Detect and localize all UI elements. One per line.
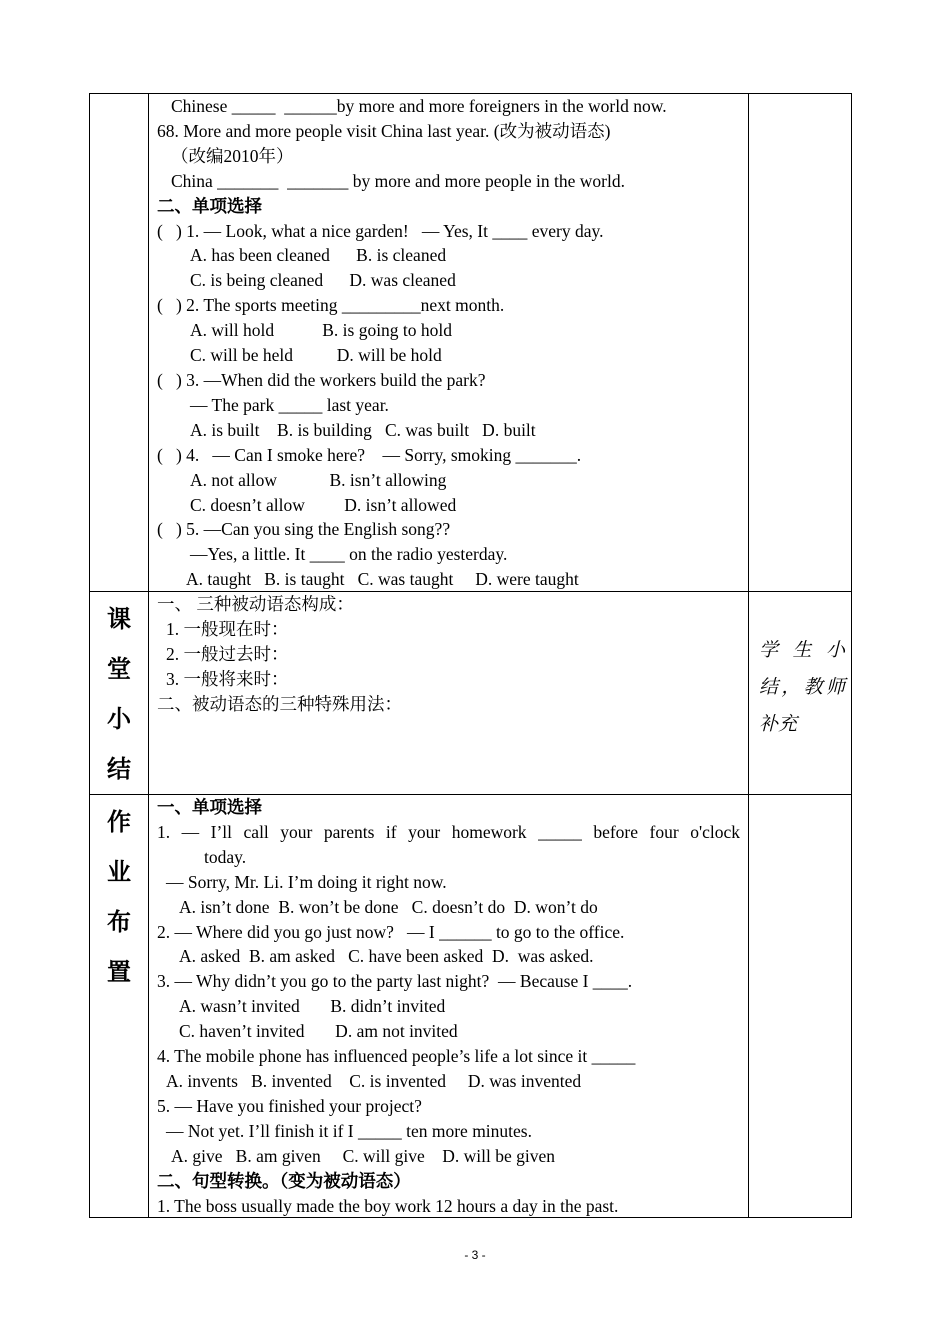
page-number: - 3 - [464, 1248, 486, 1262]
option-line: C. haven’t invited D. am not invited [179, 1021, 458, 1042]
exercise-row [90, 94, 852, 592]
option-line: C. is being cleaned D. was cleaned [190, 270, 456, 291]
row-label-cell [90, 94, 149, 592]
homework-row [90, 795, 852, 1218]
text-line: 二、被动语态的三种特殊用法： [157, 693, 402, 714]
summary-content-cell [149, 592, 749, 795]
section-heading: 一、单项选择 [157, 797, 262, 817]
option-line: A. not allow B. isn’t allowing [190, 469, 447, 490]
option-line: A. give B. am given C. will give D. will be given [171, 1145, 555, 1166]
question-line: 4. The mobile phone has influenced people’s life a lot since it _____ [157, 1046, 636, 1067]
text-line: 2. 一般过去时： [166, 643, 289, 664]
option-line: A. isn’t done B. won’t be done C. doesn’t do D. won’t do [179, 896, 598, 917]
question-line: today. [204, 846, 247, 867]
homework-label: 作 业 布 置 [107, 808, 131, 986]
text-line: 一、 三种被动语态构成： [157, 594, 354, 614]
option-line: A. wasn’t invited B. didn’t invited [179, 996, 446, 1017]
question-line: ( ) 4. — Can I smoke here? — Sorry, smoking _______. [157, 444, 582, 465]
question-line: — The park _____ last year. [190, 394, 389, 415]
option-line: C. doesn’t allow D. isn’t allowed [190, 494, 457, 515]
question-line: 1. — I’ll call your parents if your homework _____ before four o'clock [157, 821, 740, 842]
section-heading: 二、单项选择 [157, 195, 262, 216]
text-line: 1. 一般现在时： [166, 618, 289, 639]
note-cell [749, 592, 852, 795]
note-cell [749, 795, 852, 1218]
option-line: A. has been cleaned B. is cleaned [190, 245, 447, 266]
option-line: A. will hold B. is going to hold [190, 320, 453, 341]
text-line: （改编2010年） [171, 145, 294, 166]
note-cell [749, 94, 852, 592]
text-line: 3. 一般将来时： [166, 668, 289, 689]
question-line: 3. — Why didn’t you go to the party last night? — Because I ____. [157, 971, 633, 992]
exercise-content-cell [149, 94, 749, 592]
question-line: ( ) 2. The sports meeting _________next month. [157, 295, 505, 316]
option-line: A. is built B. is building C. was built D. built [190, 419, 536, 440]
text-line: China _______ _______ by more and more people in the world. [171, 170, 625, 191]
question-line: — Sorry, Mr. Li. I’m doing it right now. [166, 871, 447, 892]
homework-content-cell [149, 795, 749, 1218]
row-label-cell [90, 592, 149, 795]
question-line: 2. — Where did you go just now? — I ______ to go to the office. [157, 921, 625, 942]
question-line: — Not yet. I’ll finish it if I _____ ten more minutes. [166, 1120, 532, 1141]
question-line: —Yes, a little. It ____ on the radio yesterday. [190, 544, 508, 565]
row-label-cell [90, 795, 149, 1218]
text-line: Chinese _____ ______by more and more foreigners in the world now. [171, 96, 667, 116]
worksheet-table [89, 93, 852, 1218]
summary-note: 学 生 小 结，教师 补充 [759, 640, 845, 735]
question-line: 1. The boss usually made the boy work 12 hours a day in the past. [157, 1195, 619, 1216]
question-line: ( ) 1. — Look, what a nice garden! — Yes, It ____ every day. [157, 220, 604, 241]
question-line: 5. — Have you finished your project? [157, 1095, 422, 1116]
section-heading: 二、句型转换。（变为被动语态） [157, 1170, 411, 1191]
option-line: C. will be held D. will be hold [190, 345, 442, 366]
question-line: ( ) 5. —Can you sing the English song?? [157, 519, 451, 540]
option-line: A. taught B. is taught C. was taught D. were taught [186, 569, 579, 590]
text-line: 68. More and more people visit China last year. (改为被动语态) [157, 120, 611, 141]
option-line: A. asked B. am asked C. have been asked D. was asked. [179, 946, 594, 967]
summary-label: 课 堂 小 结 [107, 605, 131, 783]
question-line: ( ) 3. —When did the workers build the park? [157, 369, 486, 390]
summary-row [90, 592, 852, 795]
option-line: A. invents B. invented C. is invented D. was invented [166, 1070, 582, 1091]
